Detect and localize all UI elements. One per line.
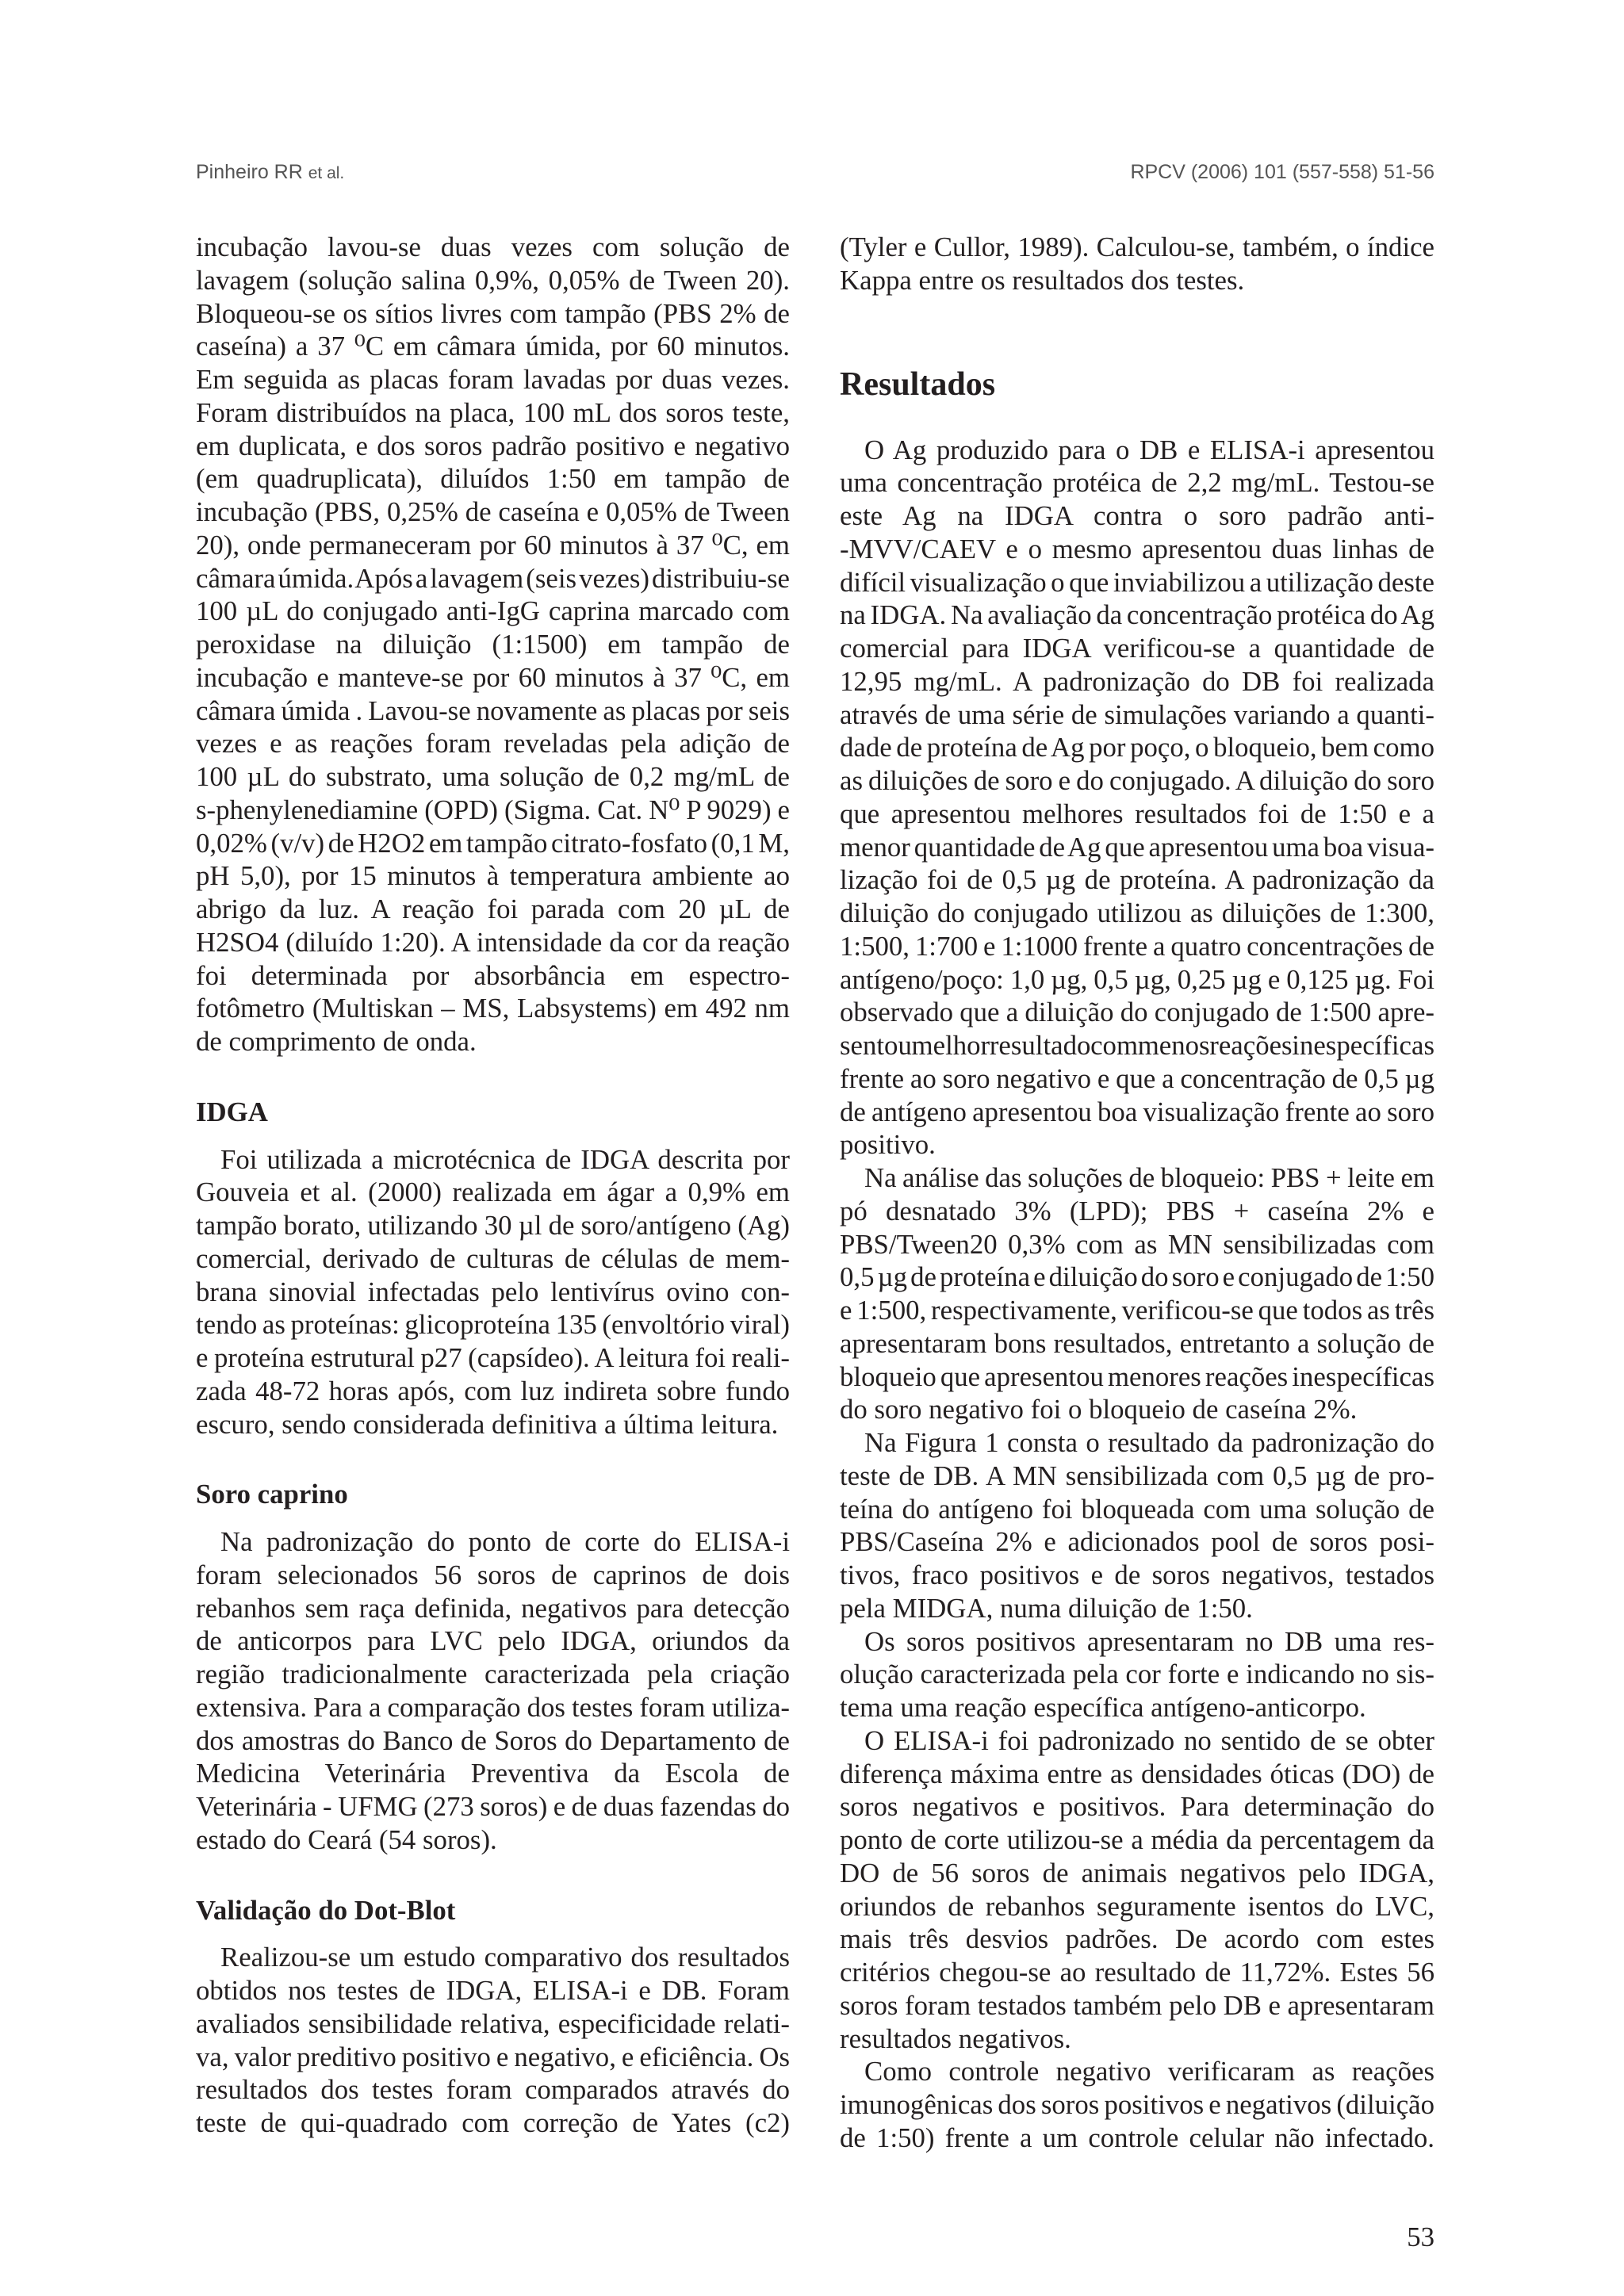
text-line: Na padronização do ponto de corte do ELISA-i xyxy=(220,1526,790,1557)
text-line: comercial para IDGA verificou-se a quantidade de xyxy=(840,633,1434,664)
text-line: PBS/Caseína 2% e adicionados pool de soros posi- xyxy=(840,1526,1434,1558)
text-line: brana sinovial infectadas pelo lentivírus ovino con- xyxy=(196,1276,790,1307)
text-line: apresentaram bons resultados, entretanto a solução de xyxy=(840,1327,1434,1359)
running-header-citation: RPCV (2006) 101 (557-558) 51-56 xyxy=(1130,161,1434,183)
text-line: H2SO4 (diluído 1:20). A intensidade da cor da reação xyxy=(196,926,790,958)
text-line: Kappa entre os resultados dos testes. xyxy=(840,264,1245,296)
text-line: olução caracterizada pela cor forte e indicando no sis- xyxy=(840,1659,1434,1690)
text-line: observado que a diluição do conjugado de 1:500 apre- xyxy=(840,997,1434,1028)
text-line: na IDGA. Na avaliação da concentração protéica do Ag xyxy=(840,599,1434,631)
text-line: de anticorpos para LVC pelo IDGA, oriundos da xyxy=(196,1625,790,1657)
text-line: peroxidase na diluição (1:1500) em tampão de xyxy=(196,629,790,660)
paragraph xyxy=(840,434,1434,1162)
text-line: uma concentração protéica de 2,2 mg/mL. Testou-se xyxy=(840,467,1434,499)
text-line: critérios chegou-se ao resultado de 11,72%. Estes 56 xyxy=(840,1957,1434,1988)
text-line: Medicina Veterinária Preventiva da Escola de xyxy=(196,1758,790,1789)
text-line: DO de 56 soros de animais negativos pelo IDGA, xyxy=(840,1857,1434,1888)
text-line: tampão borato, utilizando 30 µl de soro/antígeno (Ag) xyxy=(196,1210,790,1241)
text-line: obtidos nos testes de IDGA, ELISA-i e DB. Foram xyxy=(196,1975,790,2006)
text-line: de antígeno apresentou boa visualização frente ao soro xyxy=(840,1096,1434,1127)
text-line: tema uma reação específica antígeno-anticorpo. xyxy=(840,1692,1366,1723)
text-line: Na análise das soluções de bloqueio: PBS + leite em xyxy=(864,1162,1434,1193)
text-line: 12,95 mg/mL. A padronização do DB foi realizada xyxy=(840,665,1434,697)
text-line: região tradicionalmente caracterizada pela criação xyxy=(196,1659,790,1689)
paragraph xyxy=(196,1525,790,1857)
text-line: (em quadruplicata), diluídos 1:50 em tampão de xyxy=(196,463,790,495)
text-line: O Ag produzido para o DB e ELISA-i apresentou xyxy=(864,434,1434,465)
text-line: teste de DB. A MN sensibilizada com 0,5 µg de pro- xyxy=(840,1460,1434,1491)
text-line: incubação (PBS, 0,25% de caseína e 0,05% de Tween xyxy=(196,496,790,527)
text-line: câmara úmida. Após a lavagem (seis vezes) distribuiu-se xyxy=(196,562,790,594)
text-line: soros foram testados também pelo DB e apresentaram xyxy=(840,1989,1434,2021)
paragraph xyxy=(840,231,1434,297)
text-line: Foi utilizada a microtécnica de IDGA descrita por xyxy=(220,1143,790,1175)
text-line: s-phenylenediamine (OPD) (Sigma. Cat. N⁰ P 9029) e xyxy=(196,794,790,825)
section-heading: Resultados xyxy=(840,365,996,403)
text-line: O ELISA-i foi padronizado no sentido de se obter xyxy=(864,1724,1434,1756)
author-name: Pinheiro RR xyxy=(196,161,303,183)
text-line: 100 µL do conjugado anti-IgG caprina marcado com xyxy=(196,595,790,627)
text-line: caseína) a 37 ⁰C em câmara úmida, por 60 minutos. xyxy=(196,331,790,362)
text-line: em duplicata, e dos soros padrão positivo e negativo xyxy=(196,430,790,461)
text-line: vezes e as reações foram reveladas pela adição de xyxy=(196,728,790,760)
text-line: teste de qui-quadrado com correção de Yates (c2) xyxy=(196,2107,790,2138)
text-line: mais três desvios padrões. De acordo com estes xyxy=(840,1923,1434,1955)
text-line: Gouveia et al. (2000) realizada em ágar a 0,9% em xyxy=(196,1177,790,1208)
author-suffix: et al. xyxy=(308,164,345,182)
text-line: avaliados sensibilidade relativa, especificidade relati- xyxy=(196,2007,790,2039)
text-line: abrigo da luz. A reação foi parada com 20 µL de xyxy=(196,894,790,924)
text-line: que apresentou melhores resultados foi de 1:50 e a xyxy=(840,798,1434,829)
paragraph xyxy=(840,1625,1434,1724)
text-line: comercial, derivado de culturas de células de mem- xyxy=(196,1242,790,1274)
page-number: 53 xyxy=(1407,2221,1434,2252)
text-line: Na Figura 1 consta o resultado da padronização do xyxy=(864,1427,1434,1458)
text-line: lavagem (solução salina 0,9%, 0,05% de Tween 20). xyxy=(196,264,790,296)
paragraph xyxy=(196,231,790,1058)
paragraph xyxy=(840,1161,1434,1426)
text-line: menor quantidade de Ag que apresentou uma boa visua- xyxy=(840,831,1434,863)
text-line: sentou melhor resultado com menos reações inespecíficas xyxy=(840,1030,1434,1061)
left-column xyxy=(196,231,790,2140)
text-line: de 1:50) frente a um controle celular não infectado. xyxy=(840,2122,1434,2153)
text-line: Em seguida as placas foram lavadas por duas vezes. xyxy=(196,364,790,395)
text-line: pH 5,0), por 15 minutos à temperatura ambiente ao xyxy=(196,860,790,892)
text-line: soros negativos e positivos. Para determinação do xyxy=(840,1791,1434,1823)
text-line: positivo. xyxy=(840,1129,936,1161)
text-line: -MVV/CAEV e o mesmo apresentou duas linhas de xyxy=(840,533,1434,564)
text-line: Foram distribuídos na placa, 100 mL dos soros teste, xyxy=(196,396,790,428)
text-line: este Ag na IDGA contra o soro padrão anti- xyxy=(840,500,1434,531)
text-line: diluição do conjugado utilizou as diluições de 1:300, xyxy=(840,897,1434,928)
text-line: lização foi de 0,5 µg de proteína. A padronização da xyxy=(840,864,1434,896)
text-line: dos amostras do Banco de Soros do Departamento de xyxy=(196,1724,790,1756)
text-line: tendo as proteínas: glicoproteína 135 (envoltório viral) xyxy=(196,1309,790,1341)
text-line: e 1:500, respectivamente, verificou-se que todos as três xyxy=(840,1295,1434,1326)
text-line: 100 µL do substrato, uma solução de 0,2 mg/mL de xyxy=(196,761,790,792)
paragraph xyxy=(196,1941,790,2140)
text-line: extensiva. Para a comparação dos testes foram utiliza- xyxy=(196,1691,790,1723)
text-line: Veterinária - UFMG (273 soros) e de duas fazendas do xyxy=(196,1791,790,1822)
text-line: incubação lavou-se duas vezes com solução de xyxy=(196,232,790,262)
text-line: zada 48-72 horas após, com luz indireta sobre fundo xyxy=(196,1375,790,1406)
text-line: PBS/Tween20 0,3% com as MN sensibilizadas com xyxy=(840,1228,1434,1260)
paragraph xyxy=(840,2055,1434,2154)
section-heading: Soro caprino xyxy=(196,1479,348,1510)
text-line: Bloqueou-se os sítios livres com tampão (PBS 2% de xyxy=(196,297,790,329)
paragraph xyxy=(840,1724,1434,2056)
right-column xyxy=(840,231,1434,2155)
text-line: frente ao soro negativo e que a concentração de 0,5 µg xyxy=(840,1062,1434,1094)
text-line: difícil visualização o que inviabilizou a utilização deste xyxy=(840,566,1434,598)
text-line: bloqueio que apresentou menores reações inespecíficas xyxy=(840,1360,1434,1392)
section-heading: IDGA xyxy=(196,1096,268,1127)
text-line: teína do antígeno foi bloqueada com uma solução de xyxy=(840,1493,1434,1525)
text-line: as diluições de soro e do conjugado. A diluição do soro xyxy=(840,765,1434,796)
text-line: tivos, fraco positivos e de soros negativos, testados xyxy=(840,1559,1434,1590)
paragraph xyxy=(840,1426,1434,1625)
text-line: incubação e manteve-se por 60 minutos à 37 ⁰C, em xyxy=(196,661,790,693)
running-header-author xyxy=(196,160,344,186)
section-heading: Validação do Dot-Blot xyxy=(196,1894,456,1926)
text-line: fotômetro (Multiskan – MS, Labsystems) em 492 nm xyxy=(196,993,790,1024)
text-line: ponto de corte utilizou-se a média da percentagem da xyxy=(840,1824,1434,1855)
text-line: 0,5 µg de proteína e diluição do soro e conjugado de 1:50 xyxy=(840,1261,1434,1293)
text-line: através de uma série de simulações variando a quanti- xyxy=(840,698,1434,730)
text-line: 20), onde permaneceram por 60 minutos à 37 ⁰C, em xyxy=(196,529,790,561)
text-line: 1:500, 1:700 e 1:1000 frente a quatro concentrações de xyxy=(840,930,1434,962)
text-line: foi determinada por absorbância em espectro- xyxy=(196,959,790,991)
text-line: foram selecionados 56 soros de caprinos de dois xyxy=(196,1559,790,1590)
text-line: Como controle negativo verificaram as reações xyxy=(864,2056,1434,2087)
text-line: resultados dos testes foram comparados através do xyxy=(196,2074,790,2106)
text-line: va, valor preditivo positivo e negativo, e eficiência. Os xyxy=(196,2041,790,2072)
text-line: resultados negativos. xyxy=(840,2022,1071,2054)
text-line: 0,02% (v/v) de H2O2 em tampão citrato-fosfato (0,1 M, xyxy=(196,827,790,859)
text-line: e proteína estrutural p27 (capsídeo). A leitura foi reali- xyxy=(196,1342,790,1373)
text-line: Os soros positivos apresentaram no DB uma res- xyxy=(864,1625,1434,1657)
paragraph xyxy=(196,1143,790,1441)
text-line: imunogênicas dos soros positivos e negativos (diluição xyxy=(840,2089,1434,2120)
text-line: rebanhos sem raça definida, negativos para detecção xyxy=(196,1592,790,1624)
text-line: Realizou-se um estudo comparativo dos resultados xyxy=(220,1942,790,1973)
text-line: do soro negativo foi o bloqueio de caseína 2%. xyxy=(840,1394,1358,1425)
text-line: de comprimento de onda. xyxy=(196,1026,477,1057)
text-line: diferença máxima entre as densidades óticas (DO) de xyxy=(840,1758,1434,1789)
text-line: dade de proteína de Ag por poço, o bloqueio, bem como xyxy=(840,732,1434,763)
text-line: oriundos de rebanhos seguramente isentos do LVC, xyxy=(840,1890,1434,1922)
text-line: escuro, sendo considerada definitiva a última leitura. xyxy=(196,1408,779,1440)
text-line: pela MIDGA, numa diluição de 1:50. xyxy=(840,1592,1253,1624)
text-line: câmara úmida . Lavou-se novamente as placas por seis xyxy=(196,695,790,726)
text-line: pó desnatado 3% (LPD); PBS + caseína 2% e xyxy=(840,1195,1434,1226)
text-line: antígeno/poço: 1,0 µg, 0,5 µg, 0,25 µg e 0,125 µg. Foi xyxy=(840,963,1434,995)
text-line: estado do Ceará (54 soros). xyxy=(196,1823,497,1855)
text-line: (Tyler e Cullor, 1989). Calculou-se, também, o índice xyxy=(840,232,1434,262)
